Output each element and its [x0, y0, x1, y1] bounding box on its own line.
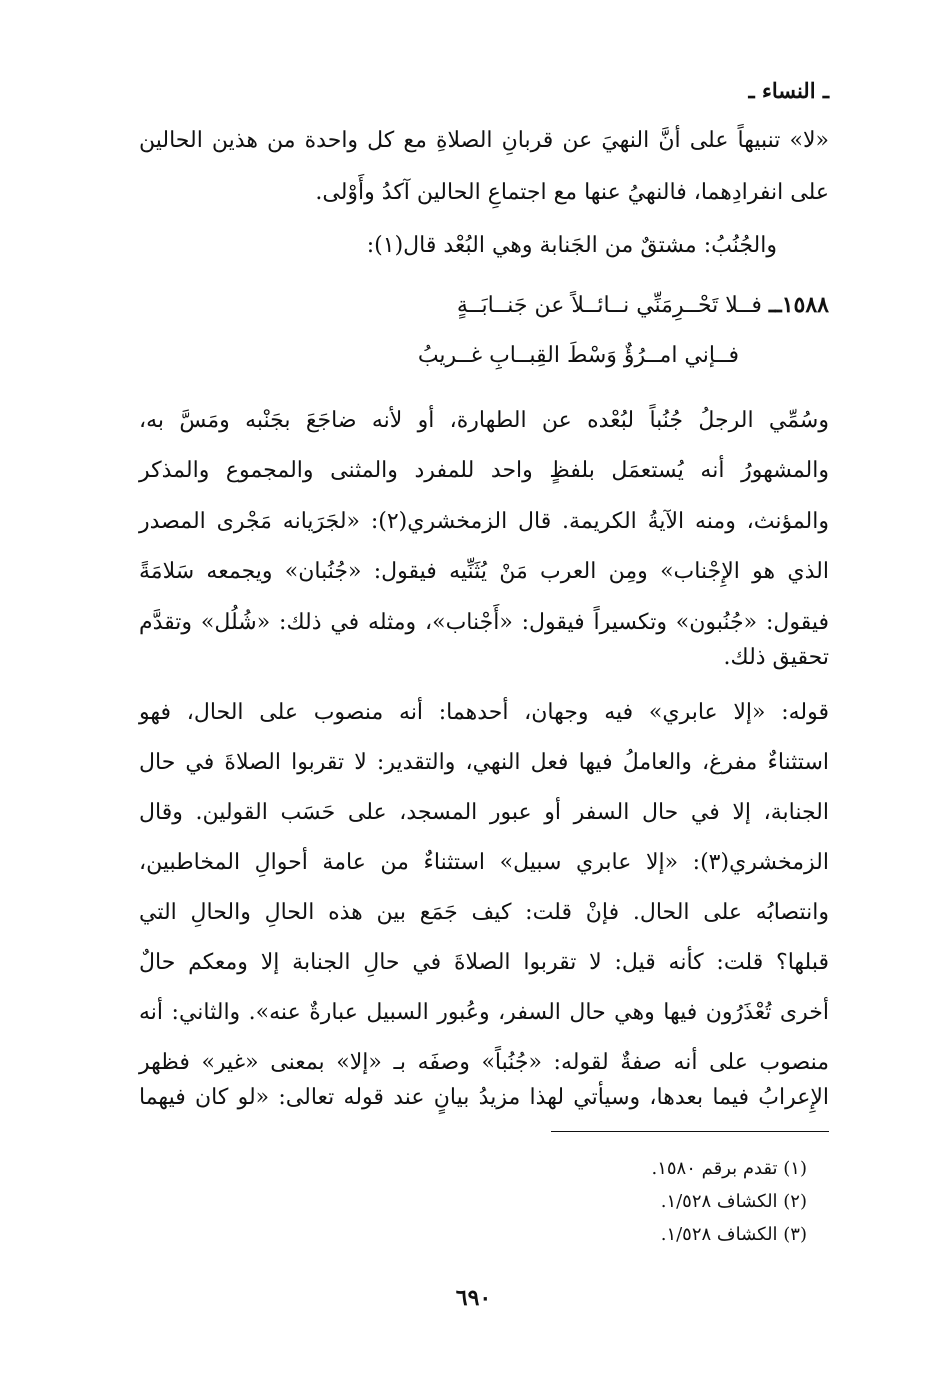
- text-line: على انفرادِهما، فالنهيُ عنها مع اجتماعِ الحالين آكدُ وأَوْلى.: [315, 180, 829, 205]
- verse-line-2: فــإني امــرُؤٌ وَسْطَ القِبــابِ غــريبُ: [417, 343, 739, 368]
- text-line: الزمخشري(٣): «إلا عابري سبيل» استثناءٌ من عامة أحوالِ المخاطبين،: [139, 850, 829, 875]
- verse-number: ١٥٨٨ــ: [768, 292, 829, 318]
- text-line: وانتصابُه على الحال. فإنْ قلت: كيف جَمَع بين هذه الحالِ والحالِ التي: [139, 900, 829, 925]
- text-line: وسُمِّي الرجلُ جُنُباً لبُعْده عن الطهارة، أو لأنه ضاجَعَ بجَنْبه ومَسَّ به،: [139, 408, 829, 433]
- text-line: الإِعرابُ فيما بعدها، وسيأتي لهذا مزيدُ بيانٍ عند قوله تعالى: «لو كان فيهما: [139, 1085, 829, 1110]
- footnotes: [651, 1152, 807, 1251]
- text-line: منصوب على أنه صفةٌ لقوله: «جُنُباً» وصفَه بـ «إلا» بمعنى «غير» فظهر: [139, 1050, 829, 1075]
- footnote-2: (٢) الكشاف ١/٥٢٨.: [660, 1191, 807, 1212]
- running-header: ـ النساء ـ: [748, 78, 829, 103]
- text-line: الذي هو الإِجْناب» ومِن العرب مَنْ يُثَنِّيه فيقول: «جُنُبان» ويجمعه سَلامَةً: [139, 559, 829, 584]
- text-line: استثناءٌ مفرغ، والعاملُ فيها فعل النهي، والتقدير: لا تقربوا الصلاةَ في حال: [139, 750, 829, 775]
- text-line: الجنابة، إلا في حال السفر أو عبور المسجد، على حَسَب القولين. وقال: [139, 800, 829, 825]
- footnote-1: (١) تقدم برقم ١٥٨٠.: [651, 1158, 807, 1179]
- text-line: والمشهورُ أنه يُستعمَل بلفظٍ واحد للمفرد والمثنى والمجموع والمذكر: [139, 458, 829, 483]
- footnote-divider: [551, 1131, 829, 1132]
- verse-line-1: [457, 292, 829, 318]
- text-line: قبلها؟ قلت: كأنه قيل: لا تقربوا الصلاةَ في حالِ الجنابة إلا ومعكم حالٌ: [139, 950, 829, 975]
- text-line: والجُنُبُ: مشتقٌ من الجَنابة وهي البُعْد قال(١):: [366, 233, 777, 258]
- verse-hemistich-1: فــلا تَحْــرِمَنِّي نــائــلاً عن جَنــابَــةٍ: [456, 293, 762, 318]
- text-line: والمؤنث، ومنه الآيةُ الكريمة. قال الزمخشري(٢): «لجَرَيانه مَجْرى المصدر: [139, 509, 829, 534]
- text-line: «لا» تنبيهاً على أنَّ النهيَ عن قربانِ الصلاةِ مع كل واحدة من هذين الحالين: [139, 128, 829, 153]
- footnote-3: (٣) الكشاف ١/٥٢٨.: [660, 1224, 807, 1245]
- text-line: فيقول: «جُنُبون» وتكسيراً فيقول: «أَجْناب»، ومثله في ذلك: «شُلُل» وتقدَّم: [139, 610, 829, 635]
- text-line: تحقيق ذلك.: [723, 645, 829, 670]
- text-line: قوله: «إلا عابري» فيه وجهان، أحدهما: أنه منصوب على الحال، فهو: [139, 700, 830, 725]
- text-line: أخرى تُعْذَرُون فيها وهي حال السفر، وعُبور السبيل عبارةٌ عنه». والثاني: أنه: [139, 1000, 829, 1025]
- page-number: ٦٩٠: [455, 1285, 492, 1311]
